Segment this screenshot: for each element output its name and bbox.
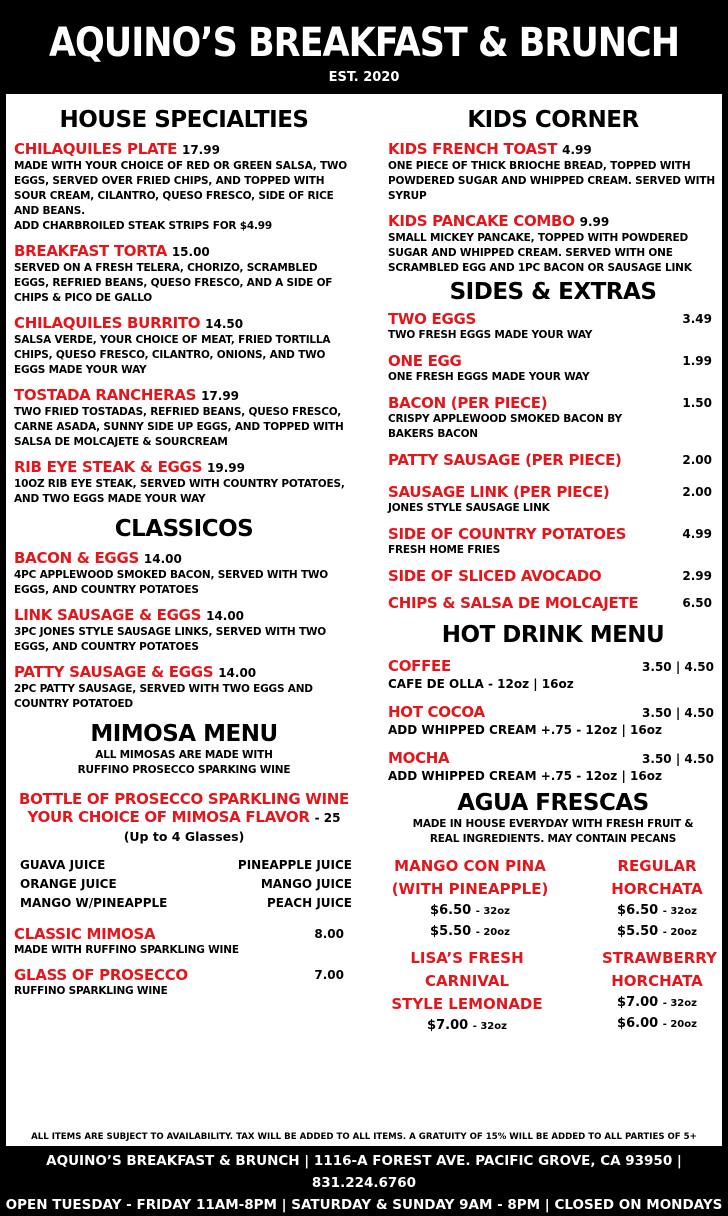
juice-option: GUAVA JUICE — [20, 858, 106, 872]
item-description: 2PC PATTY SAUSAGE, SERVED WITH TWO EGGS AND COUNTRY POTATOED — [14, 683, 313, 710]
juice-option: MANGO W/PINEAPPLE — [20, 896, 168, 910]
item-name: CHILAQUILES BURRITO — [14, 314, 201, 332]
side-item — [388, 483, 718, 516]
bottle-offer-line2: YOUR CHOICE OF MIMOSA FLAVOR — [27, 808, 310, 826]
item-price: 3.50 | 4.50 — [642, 706, 714, 720]
agua-frescas-heading: AGUA FRESCAS — [457, 790, 649, 816]
agua-size: - 32oz — [662, 998, 697, 1009]
item-name: GLASS OF PROSECCO — [14, 966, 188, 984]
item-description: 10OZ RIB EYE STEAK, SERVED WITH COUNTRY POTATOES, AND TWO EGGS MADE YOUR WAY — [14, 478, 345, 505]
item-description: ONE PIECE OF THICK BRIOCHE BREAD, TOPPED WITH POWDERED SUGAR AND WHIPPED CREAM. SERVED WITH SYRUP — [388, 160, 715, 202]
kids-corner-heading: KIDS CORNER — [467, 107, 639, 133]
drink-sizes: ADD WHIPPED CREAM +.75 - 12oz | 16oz — [388, 723, 662, 737]
juice-list — [14, 856, 354, 913]
item-price: 2.00 — [682, 453, 712, 467]
item-name: SAUSAGE LINK (PER PIECE) — [388, 483, 610, 501]
item-name: SIDE OF SLICED AVOCADO — [388, 567, 602, 585]
agua-item — [602, 855, 712, 943]
menu-item — [14, 140, 354, 234]
juice-option: ORANGE JUICE — [20, 877, 117, 891]
menu-item — [14, 606, 354, 655]
agua-name-line1: REGULAR — [617, 857, 697, 875]
house-specialties-heading: HOUSE SPECIALTIES — [59, 107, 309, 133]
item-name: HOT COCOA — [388, 703, 485, 721]
item-description: MADE WITH RUFFINO SPARKLING WINE — [14, 944, 239, 956]
item-price: 19.99 — [207, 461, 245, 475]
agua-price: $6.00 — [617, 1016, 659, 1031]
agua-size: - 32oz — [475, 906, 510, 917]
item-name: PATTY SAUSAGE (PER PIECE) — [388, 451, 622, 469]
menu-item — [14, 549, 354, 598]
item-price: 4.99 — [682, 527, 712, 541]
agua-name-line2: HORCHATA — [611, 972, 703, 990]
menu-item — [14, 458, 354, 507]
item-name: CHILAQUILES PLATE — [14, 140, 178, 158]
drink-sizes: CAFE DE OLLA - 12oz | 16oz — [388, 677, 574, 691]
item-description: SALSA VERDE, YOUR CHOICE OF MEAT, FRIED TORTILLA CHIPS, QUESO FRESCO, CILANTRO, ONIONS, AND TWO EGGS MADE YOUR WAY — [14, 334, 331, 376]
item-name: PATTY SAUSAGE & EGGS — [14, 663, 214, 681]
item-description: ONE FRESH EGGS MADE YOUR WAY — [388, 371, 590, 383]
item-price: 15.00 — [171, 245, 210, 259]
menu-item — [388, 140, 718, 204]
established-year: EST. 2020 — [328, 70, 400, 85]
item-price: 6.50 — [682, 596, 712, 610]
agua-price: $7.00 — [427, 1018, 469, 1033]
disclaimer: ALL ITEMS ARE SUBJECT TO AVAILABILITY. TAX WILL BE ADDED TO ALL ITEMS. A GRATUITY OF 15% WILL BE ADDED TO ALL PARTIES OF 5+ — [31, 1132, 697, 1142]
agua-price: $6.50 — [617, 903, 659, 918]
agua-item — [602, 947, 717, 1037]
classicos-heading: CLASSICOS — [114, 516, 254, 542]
bottle-price: - 25 — [314, 811, 341, 825]
menu-item — [14, 314, 354, 378]
item-price: 1.50 — [682, 396, 712, 410]
mimosa-subheading: ALL MIMOSAS ARE MADE WITH RUFFINO PROSECCO SPARKING WINE — [77, 749, 291, 776]
item-name: ONE EGG — [388, 352, 462, 370]
side-item — [388, 310, 718, 343]
item-price: 3.49 — [682, 312, 712, 326]
item-price: 14.00 — [143, 552, 182, 566]
agua-name-line1: STRAWBERRY — [602, 949, 717, 967]
juice-option: PEACH JUICE — [267, 896, 352, 910]
bottle-offer-line1: BOTTLE OF PROSECCO SPARKLING WINE — [18, 790, 350, 808]
agua-price: $7.00 — [617, 995, 659, 1010]
item-description: 3PC JONES STYLE SAUSAGE LINKS, SERVED WITH TWO EGGS, AND COUNTRY POTATOES — [14, 626, 327, 653]
item-description: MADE WITH YOUR CHOICE OF RED OR GREEN SALSA, TWO EGGS, SERVED OVER FRIED CHIPS, AND TOPPED WITH SOUR CREAM, CILANTRO, QUESO FRESCO, SIDE OF RICE AND BEANS. — [14, 160, 348, 217]
item-price: 14.00 — [206, 609, 245, 623]
item-name: KIDS PANCAKE COMBO — [388, 212, 575, 230]
footer-address: AQUINO’S BREAKFAST & BRUNCH | 1116-A FOREST AVE. PACIFIC GROVE, CA 93950 | 831.224.6760 — [46, 1153, 682, 1191]
item-price: 2.00 — [682, 485, 712, 499]
agua-row-2 — [372, 947, 718, 1037]
bottle-note: (Up to 4 Glasses) — [123, 829, 245, 844]
item-description: TWO FRESH EGGS MADE YOUR WAY — [388, 329, 593, 341]
drink-item — [388, 657, 718, 691]
item-description: RUFFINO SPARKLING WINE — [14, 985, 168, 997]
agua-item — [372, 947, 562, 1037]
item-price: 17.99 — [201, 389, 240, 403]
item-name: TWO EGGS — [388, 310, 477, 328]
agua-name-line2: (WITH PINEAPPLE) — [391, 880, 549, 898]
item-price: 7.00 — [314, 968, 344, 982]
item-description: SMALL MICKEY PANCAKE, TOPPED WITH POWDERED SUGAR AND WHIPPED CREAM. SERVED WITH ONE SCRAMBLED EGG AND 1PC BACON OR SAUSAGE LINK — [388, 232, 692, 274]
left-column — [14, 94, 354, 999]
menu-item — [14, 242, 354, 306]
item-name: SIDE OF COUNTRY POTATOES — [388, 525, 627, 543]
menu-item — [388, 212, 718, 276]
restaurant-title: AQUINO’S BREAKFAST & BRUNCH — [48, 20, 680, 67]
item-price: 9.99 — [579, 215, 610, 229]
menu-item — [14, 386, 354, 450]
side-item — [388, 352, 718, 385]
item-price: 3.50 | 4.50 — [642, 752, 714, 766]
item-name: BREAKFAST TORTA — [14, 242, 167, 260]
agua-name-line1: MANGO CON PINA — [394, 857, 546, 875]
item-price: 1.99 — [682, 354, 712, 368]
item-price: 14.00 — [218, 666, 257, 680]
item-description: CRISPY APPLEWOOD SMOKED BACON BY BAKERS BACON — [388, 413, 622, 440]
footer-hours: OPEN TUESDAY - FRIDAY 11AM-8PM | SATURDAY & SUNDAY 9AM - 8PM | CLOSED ON MONDAYS — [5, 1197, 723, 1213]
item-description: TWO FRIED TOSTADAS, REFRIED BEANS, QUESO FRESCO, CARNE ASADA, SUNNY SIDE UP EGGS, AND TOPPED WITH SALSA DE MOLCAJETE & SOURCREAM — [14, 406, 344, 448]
side-item — [388, 567, 718, 585]
hot-drink-menu-heading: HOT DRINK MENU — [441, 622, 665, 648]
item-description: SERVED ON A FRESH TELERA, CHORIZO, SCRAMBLED EGGS, REFRIED BEANS, QUESO FRESCO, AND A SIDE OF CHIPS & PICO DE GALLO — [14, 262, 333, 304]
agua-subheading: MADE IN HOUSE EVERYDAY WITH FRESH FRUIT & REAL INGREDIENTS. MAY CONTAIN PECANS — [412, 818, 694, 845]
menu-footer — [0, 1146, 728, 1213]
item-price: 17.99 — [181, 143, 220, 157]
item-description: 4PC APPLEWOOD SMOKED BACON, SERVED WITH TWO EGGS, AND COUNTRY POTATOES — [14, 569, 329, 596]
item-price: 8.00 — [314, 927, 344, 941]
agua-size: - 32oz — [472, 1021, 507, 1032]
item-name: RIB EYE STEAK & EGGS — [14, 458, 203, 476]
item-description: FRESH HOME FRIES — [388, 544, 501, 556]
drink-item — [388, 749, 718, 783]
item-name: BACON (PER PIECE) — [388, 394, 548, 412]
agua-name-line2: STYLE LEMONADE — [391, 995, 543, 1013]
item-name: LINK SAUSAGE & EGGS — [14, 606, 202, 624]
item-price: 14.50 — [205, 317, 244, 331]
juice-option: PINEAPPLE JUICE — [237, 858, 352, 872]
menu-item — [14, 925, 354, 958]
agua-size: - 32oz — [662, 906, 697, 917]
menu-item — [14, 966, 354, 999]
menu-header — [0, 0, 728, 92]
item-name: CLASSIC MIMOSA — [14, 925, 156, 943]
agua-item — [390, 855, 550, 943]
right-column — [388, 94, 718, 1037]
item-price: 4.99 — [562, 143, 592, 157]
side-item — [388, 451, 718, 469]
item-name: BACON & EGGS — [14, 549, 139, 567]
item-name: COFFEE — [388, 657, 451, 675]
agua-name-line1: LISA’S FRESH CARNIVAL — [410, 949, 524, 990]
item-price: 2.99 — [682, 569, 712, 583]
item-name: CHIPS & SALSA DE MOLCAJETE — [388, 594, 639, 612]
menu-item — [14, 663, 354, 712]
side-item — [388, 394, 718, 442]
drink-item — [388, 703, 718, 737]
item-name: MOCHA — [388, 749, 450, 767]
item-price: 3.50 | 4.50 — [642, 660, 714, 674]
mimosa-menu-heading: MIMOSA MENU — [90, 721, 278, 747]
side-item — [388, 525, 718, 558]
agua-size: - 20oz — [662, 1019, 697, 1030]
sides-extras-heading: SIDES & EXTRAS — [449, 279, 657, 305]
item-name: TOSTADA RANCHERAS — [14, 386, 197, 404]
agua-price: $5.50 — [430, 924, 472, 939]
agua-price: $5.50 — [617, 924, 659, 939]
agua-row-1 — [388, 855, 718, 943]
item-extra: ADD CHARBROILED STEAK STRIPS FOR $4.99 — [14, 220, 272, 232]
agua-price: $6.50 — [430, 903, 472, 918]
item-description: JONES STYLE SAUSAGE LINK — [388, 502, 550, 514]
side-item — [388, 594, 718, 612]
agua-name-line2: HORCHATA — [611, 880, 703, 898]
menu-page — [6, 94, 722, 1146]
agua-size: - 20oz — [662, 927, 697, 938]
agua-size: - 20oz — [475, 927, 510, 938]
drink-sizes: ADD WHIPPED CREAM +.75 - 12oz | 16oz — [388, 769, 662, 783]
item-name: KIDS FRENCH TOAST — [388, 140, 558, 158]
juice-option: MANGO JUICE — [260, 877, 352, 891]
